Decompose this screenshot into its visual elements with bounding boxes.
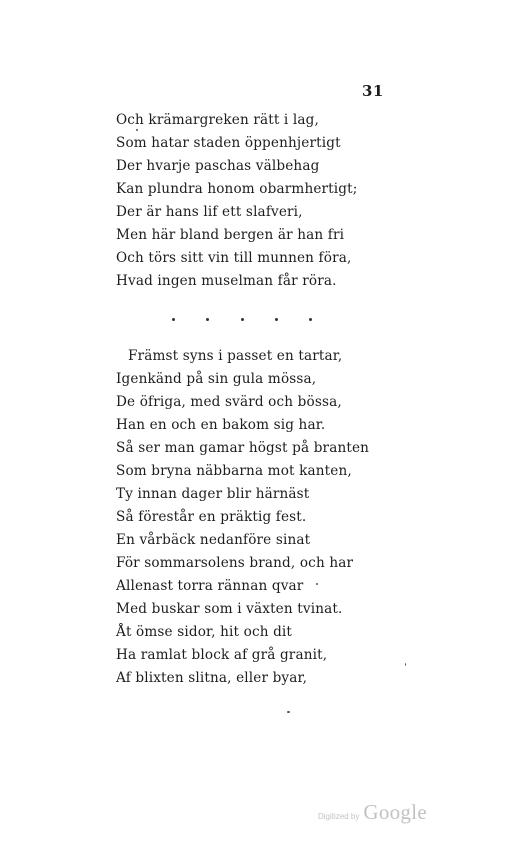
- separator-dot: [241, 318, 244, 321]
- poem-line: De öfriga, med svärd och bössa,: [116, 394, 342, 410]
- poem-line: Af blixten slitna, eller byar,: [116, 670, 308, 686]
- poem-line: Som bryna näbbarna mot kanten,: [116, 463, 352, 479]
- poem-line: Ty innan dager blir härnäst: [116, 486, 310, 502]
- ink-speck: [316, 583, 318, 585]
- poem-line: Främst syns i passet en tartar,: [128, 348, 343, 364]
- ink-speck: [136, 129, 138, 131]
- poem-line: Hvad ingen muselman får röra.: [116, 273, 337, 289]
- poem-line: Ha ramlat block af grå granit,: [116, 647, 328, 663]
- poem-line: Med buskar som i växten tvinat.: [116, 601, 343, 617]
- poem-line: Der hvarje paschas välbehag: [116, 158, 320, 174]
- separator-dot: [172, 318, 175, 321]
- poem-line: Igenkänd på sin gula mössa,: [116, 371, 317, 387]
- poem-line: Och krämargreken rätt i lag,: [116, 112, 319, 128]
- watermark-prefix: Digitized by: [318, 812, 360, 821]
- page-number: 31: [362, 82, 384, 100]
- poem-line: Han en och en bakom sig har.: [116, 417, 326, 433]
- ink-speck: [405, 663, 406, 666]
- poem-line: Der är hans lif ett slafveri,: [116, 204, 303, 220]
- poem-line: Som hatar staden öppenhjertigt: [116, 135, 341, 151]
- poem-line: Kan plundra honom obarmhertigt;: [116, 181, 358, 197]
- digitized-by-watermark: [318, 800, 427, 825]
- poem-line: Allenast torra rännan qvar: [116, 578, 304, 594]
- section-separator: [172, 313, 312, 325]
- poem-line: Åt ömse sidor, hit och dit: [116, 624, 293, 640]
- poem-line: Så ser man gamar högst på branten: [116, 440, 370, 456]
- separator-dot: [275, 318, 278, 321]
- google-logo: Google: [363, 800, 427, 824]
- poem-line: För sommarsolens brand, och har: [116, 555, 354, 571]
- poem-line: En vårbäck nedanföre sinat: [116, 532, 311, 548]
- separator-dot: [309, 318, 312, 321]
- poem-line: Så förestår en präktig fest.: [116, 509, 307, 525]
- poem-line: Och törs sitt vin till munnen föra,: [116, 250, 352, 266]
- separator-dot: [206, 318, 209, 321]
- poem-line: Men här bland bergen är han fri: [116, 227, 345, 243]
- ink-speck: [287, 711, 290, 713]
